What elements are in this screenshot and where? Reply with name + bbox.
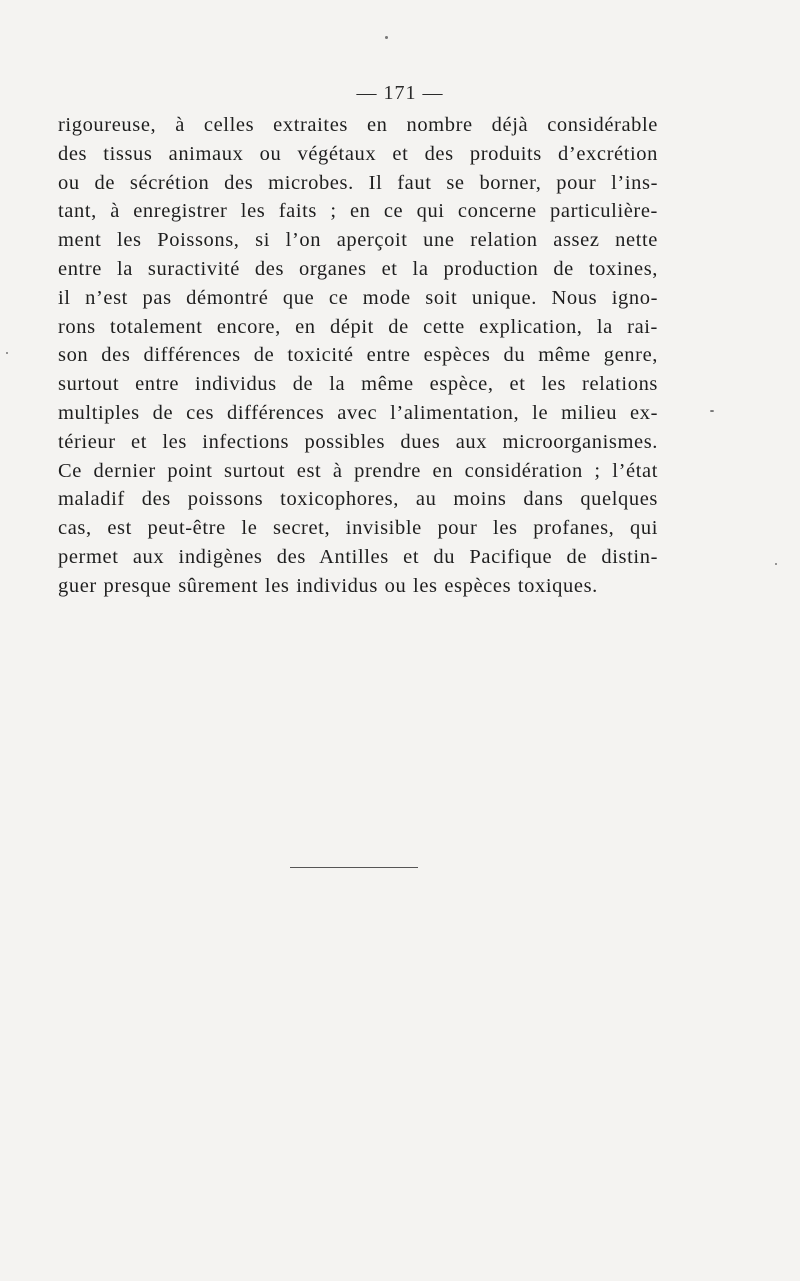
scan-speck <box>385 36 388 39</box>
scan-speck <box>775 563 777 565</box>
text-line: rigoureuse, à celles extraites en nombre déjà considérable <box>58 114 658 136</box>
text-line: Ce dernier point surtout est à prendre en considération ; l’état <box>58 459 658 482</box>
page-number: — 171 — <box>356 82 444 104</box>
text-line: rons totalement encore, en dépit de cette explication, la rai- <box>58 315 658 338</box>
text-line: cas, est peut-être le secret, invisible pour les profanes, qui <box>58 517 658 540</box>
text-line: térieur et les infections possibles dues aux microorganismes. <box>58 430 658 453</box>
text-line: multiples de ces différences avec l’alimentation, le milieu ex- <box>58 401 658 424</box>
text-line: permet aux indigènes des Antilles et du Pacifique de distin- <box>58 545 658 568</box>
scan-speck <box>6 352 8 354</box>
section-divider <box>290 867 418 868</box>
text-line: tant, à enregistrer les faits ; en ce qui concerne particulière- <box>58 200 658 223</box>
text-line: guer presque sûrement les individus ou les espèces toxiques. <box>58 574 598 597</box>
body-paragraph <box>58 111 658 601</box>
text-line: entre la suractivité des organes et la production de toxines, <box>58 257 658 280</box>
text-line: il n’est pas démontré que ce mode soit unique. Nous igno- <box>58 286 658 309</box>
text-line: des tissus animaux ou végétaux et des produits d’excrétion <box>58 142 658 165</box>
text-line: surtout entre individus de la même espèce, et les relations <box>58 373 658 396</box>
text-line: son des différences de toxicité entre espèces du même genre, <box>58 344 658 367</box>
text-line: maladif des poissons toxicophores, au moins dans quelques <box>58 488 658 511</box>
text-line: ou de sécrétion des microbes. Il faut se borner, pour l’ins- <box>58 171 658 194</box>
scan-speck <box>710 410 714 412</box>
text-line: ment les Poissons, si l’on aperçoit une relation assez nette <box>58 229 658 252</box>
